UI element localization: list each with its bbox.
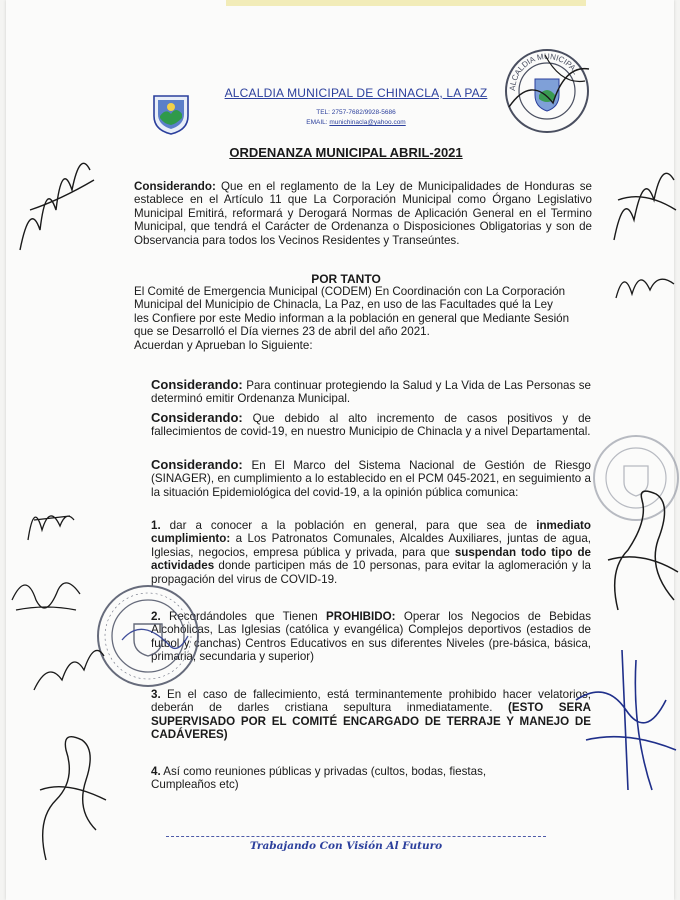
document-page — [6, 0, 674, 900]
item-text: dar a conocer a la población en general, para que sea de — [160, 519, 537, 532]
item-emphasis: inmediato cumplimiento: — [151, 519, 591, 546]
por-tanto-line: Municipal del Municipio de Chinacla, La Paz, en uso de las Facultades qué la Ley — [134, 298, 553, 312]
item-4-line — [151, 765, 591, 778]
considerando-label: Considerando: — [151, 457, 243, 472]
signature-right-3-icon — [598, 480, 680, 620]
letterhead — [206, 86, 506, 126]
item-text: donde participen más de 10 personas, para evitar la aglomeración y la propagación del virus de COVID-19. — [151, 559, 591, 586]
municipal-logo-icon — [148, 90, 194, 136]
item-number: 2. — [151, 610, 161, 623]
por-tanto-line: que se Desarrolló el Día viernes 23 de abril del año 2021. — [134, 325, 430, 339]
por-tanto-paragraph — [134, 285, 596, 352]
document-title: ORDENANZA MUNICIPAL ABRIL-2021 — [229, 145, 463, 160]
signature-left-3-icon — [6, 560, 86, 630]
signature-right-blue-icon — [566, 640, 680, 800]
signature-left-1-icon — [10, 140, 100, 260]
considerando-text: Que debido al alto incremento de casos positivos y de fallecimientos de covid-19, en nuestro Municipio de Chinacla y a nivel Departamental. — [151, 412, 591, 439]
por-tanto-line: les Confiere por este Medio informan a la población en general que Mediante Sesión — [134, 311, 570, 325]
item-text: Operar los Negocios de Bebidas Alcohólicas, Las Iglesias (católica y evangélica) Complejos deportivos (estadios de futbol y canchas) Centros Educativos en sus diferentes Niveles (pre-básica, básica, primaria, secundaria y superior) — [151, 610, 591, 664]
intro-lead: Considerando: — [134, 180, 216, 193]
item-emphasis: (ESTO SERA SUPERVISADO POR EL COMITÉ ENCARGADO DE TERRAJE Y MANEJO DE CADÁVERES) — [151, 701, 591, 742]
stamp-left-icon — [92, 580, 204, 692]
organization-telephone: TEL: 2757-7682/9928-5686 — [316, 109, 396, 116]
por-tanto-heading: POR TANTO — [311, 272, 381, 286]
considerando-3 — [151, 458, 591, 499]
item-4 — [151, 765, 591, 792]
signature-left-5-icon — [26, 720, 116, 870]
item-number: 4. — [151, 765, 161, 778]
item-text: En el caso de fallecimiento, está terminantemente prohibido hacer velatorios, deberán de darles cristiana sepultura inmediatamente. — [151, 688, 591, 715]
considerando-text: Para continuar protegiendo la Salud y La Vida de Las Personas se determinó emitir Ordenanza Municipal. — [151, 379, 591, 406]
organization-email — [206, 119, 506, 126]
item-number: 1. — [151, 519, 161, 532]
footer-divider — [166, 836, 546, 837]
considerando-label: Considerando: — [151, 377, 243, 392]
organization-name: ALCALDIA MUNICIPAL DE CHINACLA, LA PAZ — [224, 86, 488, 100]
considerando-label: Considerando: — [151, 410, 243, 425]
item-text: a Los Patronatos Comunales, Alcaldes Auxiliares, juntas de agua, Iglesias, negocios, empresa pública y privada, para que — [151, 532, 591, 559]
intro-paragraph — [134, 180, 592, 247]
signature-left-4-icon — [28, 630, 108, 700]
considerando-1 — [151, 378, 591, 406]
item-text: Así como reuniones públicas y privadas (cultos, bodas, fiestas, — [160, 765, 487, 778]
signature-right-2-icon — [610, 258, 680, 308]
footer-slogan: Trabajando Con Visión Al Futuro — [249, 840, 443, 852]
signature-left-2-icon — [20, 490, 80, 550]
item-1 — [151, 519, 591, 586]
item-4-line: Cumpleaños etc) — [151, 778, 239, 792]
email-link[interactable]: munichinacla@yahoo.com — [329, 119, 406, 126]
email-label: EMAIL: — [306, 119, 328, 126]
seal-text: ALCALDIA MUNICIPAL — [507, 51, 581, 92]
por-tanto-line: Acuerdan y Aprueban lo Siguiente: — [134, 338, 313, 352]
item-number: 3. — [151, 688, 161, 701]
municipal-seal-stamp-icon — [501, 45, 593, 137]
item-2 — [151, 610, 591, 664]
signature-right-1-icon — [604, 150, 680, 250]
item-3 — [151, 688, 591, 742]
considerando-2 — [151, 411, 591, 439]
top-highlight — [226, 0, 586, 6]
item-text: Recordándoles que Tienen — [160, 610, 326, 623]
item-emphasis: suspendan todo tipo de actividades — [151, 545, 591, 573]
intro-text: Que en el reglamento de la Ley de Municipalidades de Honduras se establece en el Artículo 11 que La Corporación Municipal como Órgano Legislativo Municipal Emitirá, reformará y Derogará Normas de Aplicación General en el Termino Municipal, que tendrá el Carácter de Ordenanza o Disposiciones Obligatorias y son de Observancia para todos los Vecinos Residentes y Transeúntes. — [134, 180, 592, 247]
considerando-text: En El Marco del Sistema Nacional de Gestión de Riesgo (SINAGER), en cumplimiento a lo establecido en el PCM 045-2021, en seguimiento a la situación Epidemiológica del covid-19, a la opinión pública comunica: — [151, 459, 591, 499]
item-emphasis: PROHIBIDO: — [325, 610, 396, 623]
por-tanto-line: El Comité de Emergencia Municipal (CODEM) En Coordinación con La Corporación — [134, 285, 566, 298]
